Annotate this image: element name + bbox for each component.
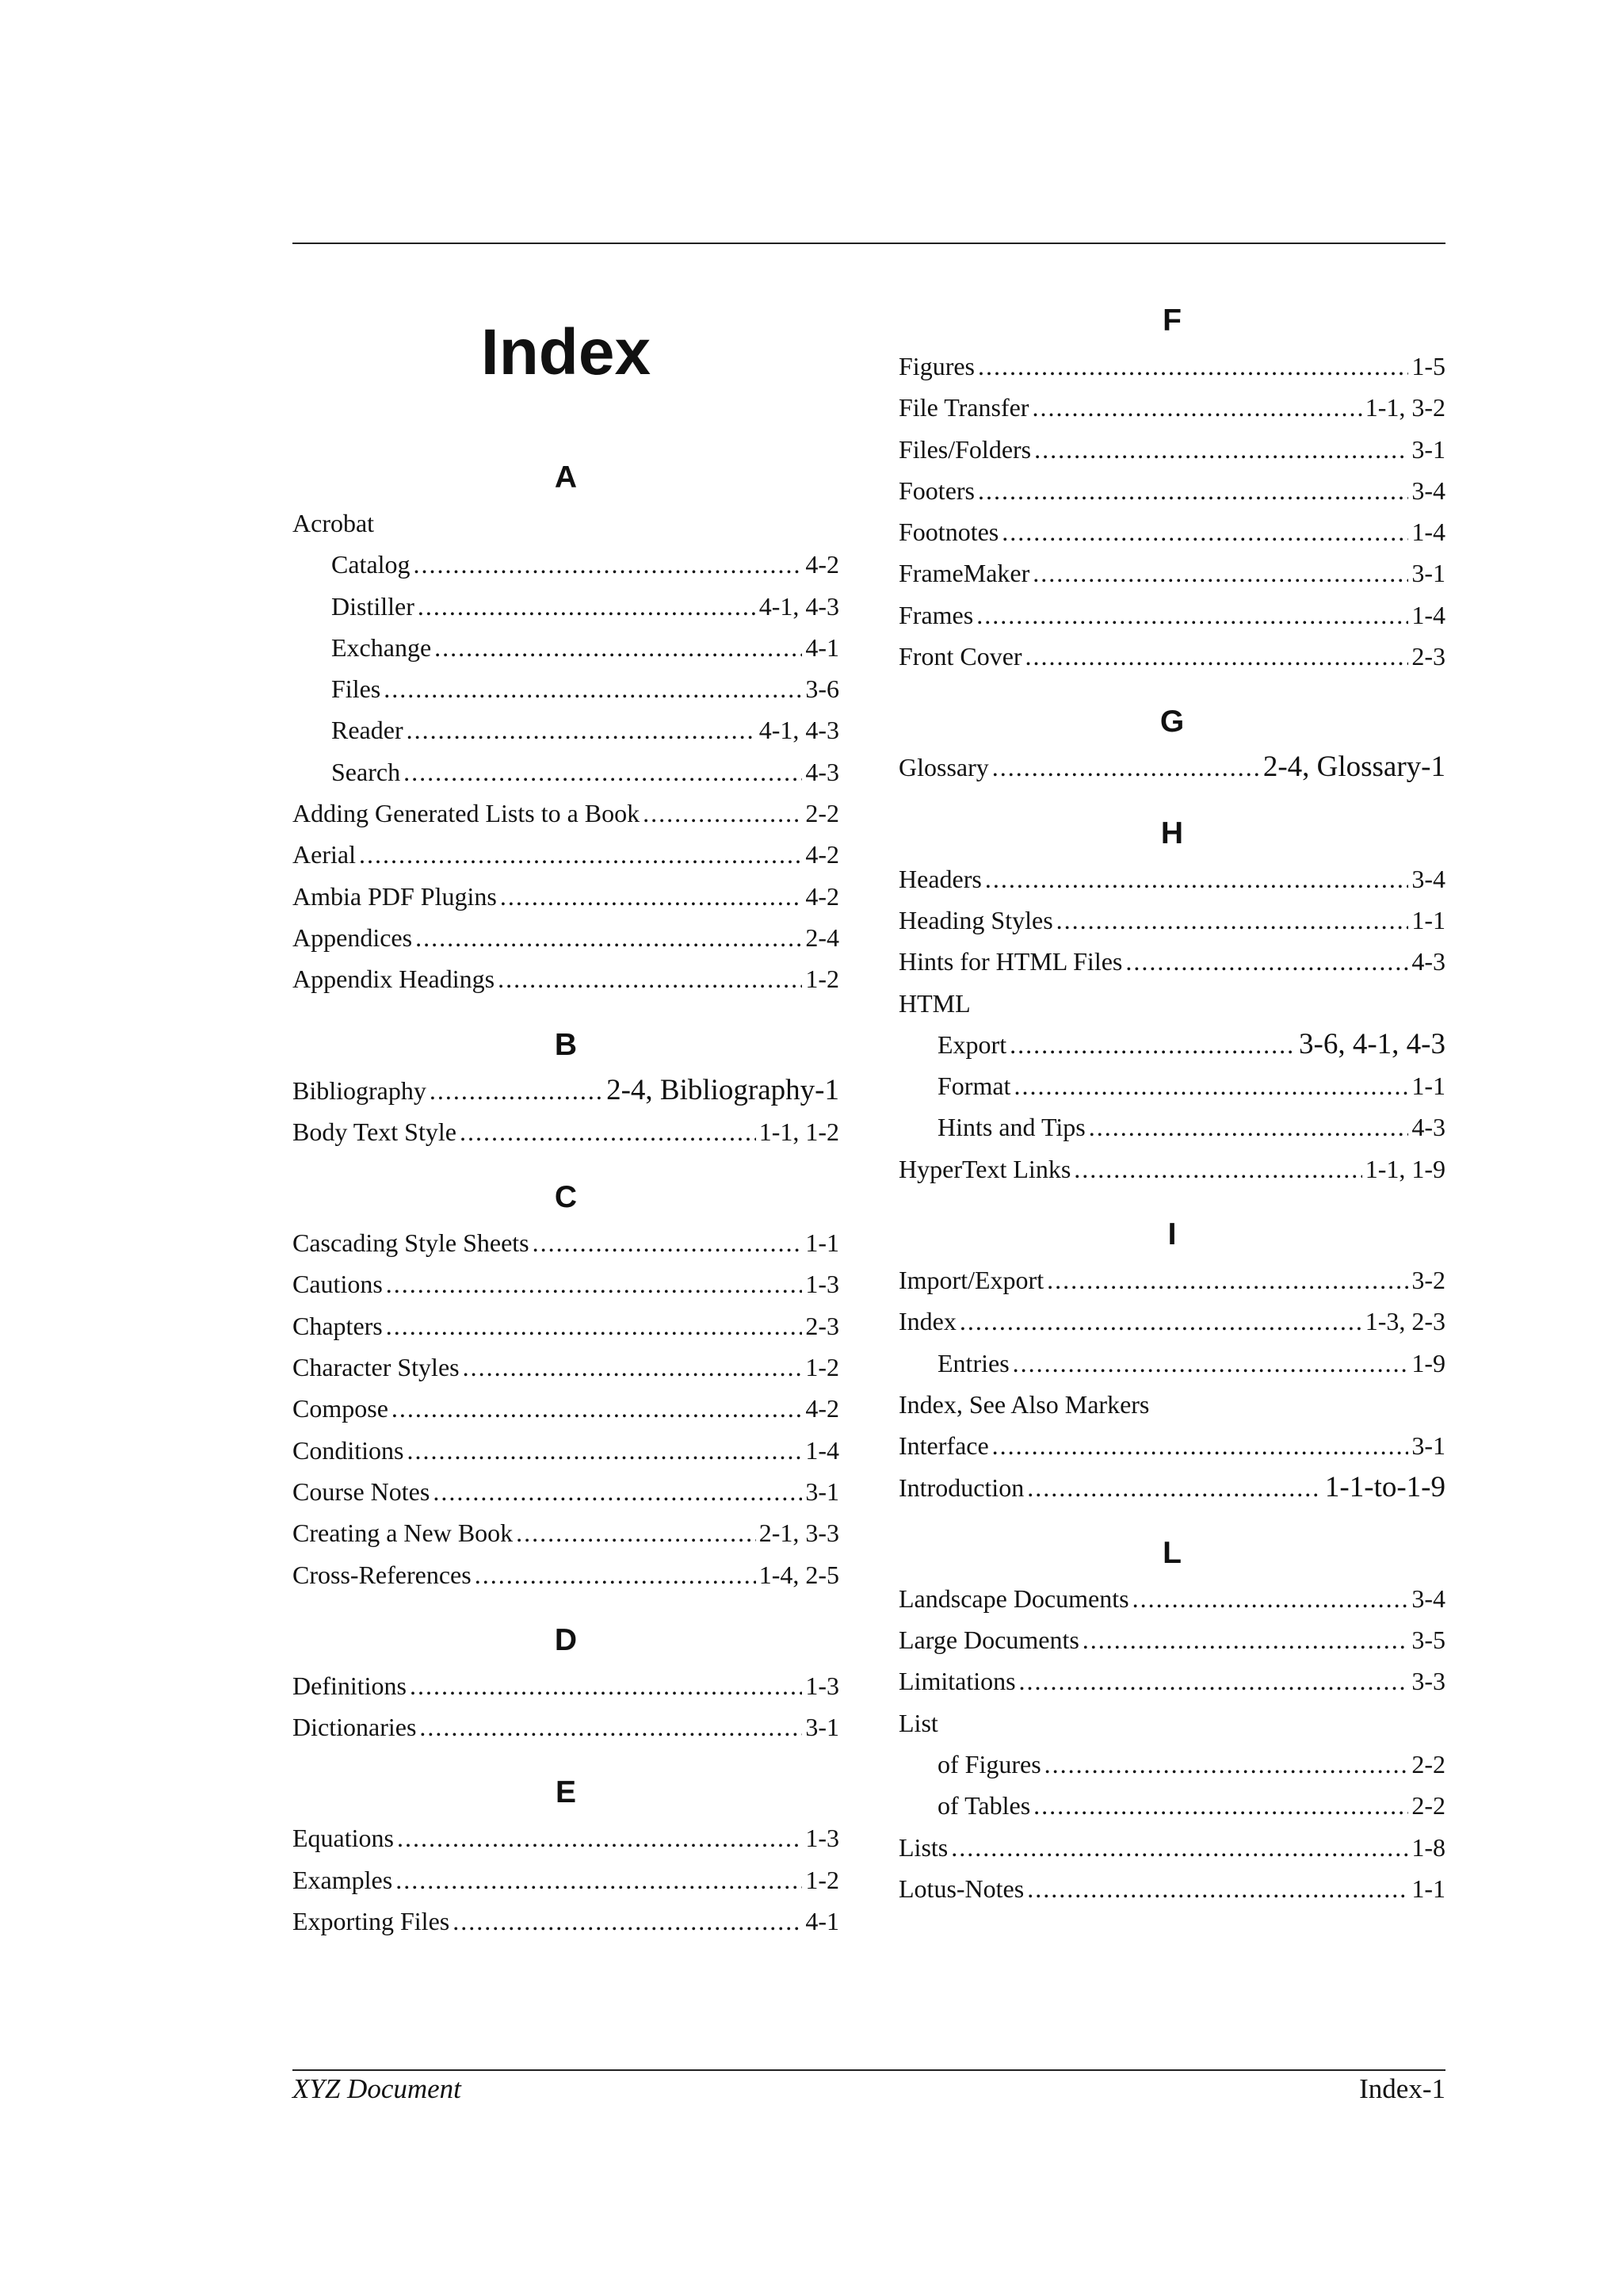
- entry-pages: 2-4, Glossary-1: [1262, 751, 1445, 784]
- index-entry: [292, 1430, 839, 1471]
- index-entry: [292, 1070, 839, 1111]
- entry-term: Dictionaries: [292, 1713, 417, 1742]
- index-entry: [292, 1471, 839, 1512]
- entry-term: Large Documents: [899, 1626, 1079, 1655]
- entry-pages: 1-1, 1-9: [1365, 1154, 1445, 1183]
- dot-leader: [397, 1817, 802, 1859]
- index-section-i: [899, 1215, 1445, 1508]
- section-letter: G: [1159, 705, 1185, 739]
- index-subentry: [899, 1024, 1445, 1065]
- index-entry: [899, 1868, 1445, 1909]
- index-entry: [899, 594, 1445, 636]
- entry-pages: 3-1: [1411, 559, 1445, 588]
- entry-pages: 4-1: [805, 1907, 839, 1936]
- entry-pages: 3-4: [1411, 864, 1445, 893]
- index-subentry: [292, 627, 839, 668]
- index-entry: [899, 346, 1445, 387]
- index-section-d: [292, 1621, 839, 1748]
- entry-term: Character Styles: [292, 1353, 460, 1382]
- entry-pages: 4-1, 4-3: [758, 716, 839, 745]
- entry-term: Interface: [899, 1431, 989, 1461]
- entry-term: Acrobat: [292, 509, 375, 537]
- entry-pages: 2-2: [1411, 1791, 1445, 1820]
- dot-leader: [453, 1901, 802, 1942]
- entry-term: File Transfer: [899, 393, 1029, 422]
- index-section-b: [292, 1026, 839, 1153]
- index-entry: [899, 1619, 1445, 1660]
- index-subentry: [899, 1343, 1445, 1384]
- index-section-l: [899, 1534, 1445, 1909]
- index-entry: [292, 834, 839, 875]
- dot-leader: [533, 1222, 803, 1263]
- index-column-right: [899, 301, 1445, 1909]
- entry-pages: 1-3: [805, 1671, 839, 1700]
- dot-leader: [359, 834, 802, 875]
- entry-term: of Tables: [938, 1791, 1031, 1820]
- dot-leader: [1025, 636, 1409, 677]
- dot-leader: [1032, 387, 1361, 428]
- index-subentry: [292, 544, 839, 585]
- entry-pages: 4-3: [1411, 1113, 1445, 1142]
- index-entry: [899, 941, 1445, 982]
- entry-term: Search: [331, 757, 401, 786]
- header-rule: [292, 243, 1445, 244]
- entry-term: Catalog: [331, 550, 411, 579]
- index-entry: [292, 876, 839, 917]
- dot-leader: [419, 1706, 802, 1748]
- index-entry: [292, 1706, 839, 1748]
- entry-pages: 3-2: [1411, 1266, 1445, 1295]
- entry-pages: 1-9: [1411, 1348, 1445, 1377]
- entry-pages: 1-1: [1411, 905, 1445, 934]
- dot-leader: [1047, 1259, 1408, 1301]
- entry-pages: 3-1: [805, 1477, 839, 1506]
- entry-term: FrameMaker: [899, 559, 1030, 588]
- entry-pages: 1-5: [1411, 352, 1445, 380]
- entry-term: Limitations: [899, 1667, 1016, 1696]
- index-entry: [899, 1578, 1445, 1619]
- entry-term: Front Cover: [899, 642, 1022, 671]
- dot-leader: [414, 544, 803, 585]
- index-entry: [899, 1301, 1445, 1342]
- index-entry: [899, 1467, 1445, 1508]
- entry-pages: 2-2: [805, 799, 839, 828]
- entry-pages: 1-4, 2-5: [758, 1560, 839, 1589]
- index-entry: [292, 1859, 839, 1901]
- section-letter: H: [1160, 816, 1184, 850]
- entry-pages: 1-1-to-1-9: [1324, 1470, 1445, 1503]
- section-letter: F: [1163, 304, 1182, 338]
- dot-leader: [433, 1471, 802, 1512]
- index-entry: [292, 1222, 839, 1263]
- entry-pages: 1-3, 2-3: [1365, 1307, 1445, 1336]
- entry-term: Compose: [292, 1394, 388, 1423]
- entry-term: Landscape Documents: [899, 1584, 1129, 1613]
- entry-term: Appendices: [292, 923, 413, 952]
- entry-pages: 1-2: [805, 965, 839, 994]
- index-entry: [292, 1512, 839, 1553]
- index-entry: [899, 470, 1445, 511]
- section-letter: D: [554, 1622, 578, 1657]
- entry-pages: 2-1, 3-3: [758, 1519, 839, 1548]
- index-entry: [899, 1425, 1445, 1466]
- entry-pages: 3-4: [1411, 1584, 1445, 1613]
- index-entry: [292, 917, 839, 958]
- entry-pages: 4-3: [805, 757, 839, 786]
- dot-leader: [1083, 1619, 1409, 1660]
- index-entry: [899, 1259, 1445, 1301]
- entry-pages: 3-5: [1411, 1626, 1445, 1655]
- entry-pages: 3-1: [1411, 434, 1445, 464]
- dot-leader: [976, 594, 1408, 636]
- dot-leader: [992, 747, 1260, 788]
- entry-term: Appendix Headings: [292, 965, 495, 994]
- dot-leader: [386, 1305, 803, 1347]
- index-entry: [292, 1111, 839, 1152]
- entry-pages: 4-2: [805, 1394, 839, 1423]
- index-column-left: [292, 301, 839, 1942]
- dot-leader: [978, 470, 1408, 511]
- entry-pages: 4-3: [1411, 947, 1445, 976]
- dot-leader: [1044, 1744, 1409, 1785]
- entry-pages: 3-3: [1411, 1667, 1445, 1696]
- entry-term: Chapters: [292, 1311, 383, 1340]
- entry-term: Cross-References: [292, 1560, 472, 1589]
- entry-pages: 3-6: [805, 674, 839, 704]
- entry-pages: 2-4, Bibliography-1: [606, 1073, 839, 1106]
- entry-pages: 4-2: [805, 550, 839, 579]
- index-subentry: [899, 1785, 1445, 1826]
- entry-term: Files: [331, 674, 381, 704]
- dot-leader: [391, 1388, 802, 1429]
- entry-term: Lotus-Notes: [899, 1874, 1025, 1903]
- index-entry: [292, 958, 839, 999]
- entry-term: Figures: [899, 352, 975, 380]
- index-entry: [292, 793, 839, 834]
- entry-pages: 2-4: [805, 923, 839, 952]
- entry-term: Cautions: [292, 1270, 383, 1299]
- dot-leader: [407, 709, 756, 751]
- index-entry: [292, 1263, 839, 1305]
- index-entry: [899, 1660, 1445, 1702]
- entry-term: Lists: [899, 1832, 949, 1862]
- dot-leader: [434, 627, 802, 668]
- entry-pages: 1-4: [1411, 518, 1445, 547]
- dot-leader: [985, 858, 1409, 900]
- index-section-a: [292, 458, 839, 1000]
- entry-pages: 2-3: [1411, 642, 1445, 671]
- entry-pages: 4-1, 4-3: [758, 591, 839, 621]
- dot-leader: [516, 1512, 756, 1553]
- index-entry: [292, 1347, 839, 1388]
- index-entry: [899, 636, 1445, 677]
- entry-pages: 1-4: [805, 1435, 839, 1465]
- index-entry: [292, 1388, 839, 1429]
- entry-pages: 1-1, 3-2: [1365, 393, 1445, 422]
- dot-leader: [1010, 1024, 1296, 1065]
- dot-leader: [1132, 1578, 1409, 1619]
- entry-pages: 3-6, 4-1, 4-3: [1299, 1027, 1445, 1060]
- dot-leader: [960, 1301, 1362, 1342]
- entry-term: Adding Generated Lists to a Book: [292, 799, 640, 828]
- index-entry: [292, 1305, 839, 1347]
- dot-leader: [1027, 1868, 1408, 1909]
- dot-leader: [418, 586, 756, 627]
- footer-rule: [292, 2069, 1445, 2071]
- dot-leader: [1056, 900, 1409, 941]
- section-letter: C: [554, 1180, 578, 1215]
- dot-leader: [498, 958, 802, 999]
- dot-leader: [1002, 511, 1408, 552]
- dot-leader: [395, 1859, 802, 1901]
- entry-pages: 4-2: [805, 840, 839, 869]
- entry-term: Hints for HTML Files: [899, 947, 1123, 976]
- entry-term: Exchange: [331, 632, 432, 662]
- dot-leader: [992, 1425, 1409, 1466]
- index-entry: [292, 502, 839, 544]
- dot-leader: [1027, 1467, 1322, 1508]
- dot-leader: [1034, 429, 1408, 470]
- dot-leader: [1125, 941, 1408, 982]
- index-entry: [899, 429, 1445, 470]
- entry-pages: 4-1: [805, 632, 839, 662]
- entry-term: Format: [938, 1072, 1011, 1101]
- entry-term: Introduction: [899, 1473, 1025, 1502]
- entry-pages: 1-3: [805, 1270, 839, 1299]
- entry-term: Frames: [899, 600, 974, 629]
- entry-term: of Figures: [938, 1750, 1041, 1779]
- entry-term: Heading Styles: [899, 905, 1053, 934]
- entry-pages: 3-1: [1411, 1431, 1445, 1461]
- section-letter: E: [555, 1775, 576, 1810]
- index-section-e: [292, 1773, 839, 1942]
- index-entry: [899, 387, 1445, 428]
- dot-leader: [407, 1430, 802, 1471]
- entry-term: Hints and Tips: [938, 1113, 1086, 1142]
- entry-pages: 1-1: [1411, 1072, 1445, 1101]
- entry-term: Aerial: [292, 840, 356, 869]
- dot-leader: [951, 1827, 1408, 1868]
- index-subentry: [899, 1065, 1445, 1106]
- dot-leader: [1089, 1106, 1409, 1148]
- dot-leader: [410, 1665, 802, 1706]
- index-subentry: [292, 751, 839, 793]
- index-subentry: [292, 709, 839, 751]
- footer-page-number: Index-1: [1359, 2073, 1445, 2104]
- entry-term: Entries: [938, 1348, 1010, 1377]
- index-subentry: [899, 1106, 1445, 1148]
- index-entry: [292, 1817, 839, 1859]
- index-section-c: [292, 1178, 839, 1595]
- entry-term: Index, See Also Markers: [899, 1389, 1150, 1419]
- index-entry: [899, 1702, 1445, 1744]
- entry-term: Examples: [292, 1865, 393, 1894]
- entry-term: Distiller: [331, 591, 414, 621]
- dot-leader: [978, 346, 1408, 387]
- page-title: Index: [480, 316, 651, 388]
- index-entry: [899, 1827, 1445, 1868]
- dot-leader: [403, 751, 802, 793]
- entry-term: Ambia PDF Plugins: [292, 881, 497, 911]
- entry-pages: 3-4: [1411, 476, 1445, 505]
- dot-leader: [415, 917, 802, 958]
- section-letter: L: [1163, 1535, 1182, 1570]
- entry-term: Footnotes: [899, 518, 999, 547]
- dot-leader: [1013, 1343, 1409, 1384]
- index-section-g: [899, 702, 1445, 788]
- entry-pages: 1-2: [805, 1353, 839, 1382]
- entry-pages: 1-2: [805, 1865, 839, 1894]
- index-entry: [899, 511, 1445, 552]
- dot-leader: [430, 1070, 603, 1111]
- entry-term: Export: [938, 1030, 1007, 1059]
- entry-pages: 1-4: [1411, 600, 1445, 629]
- dot-leader: [1014, 1065, 1408, 1106]
- index-entry: [899, 858, 1445, 900]
- index-entry: [292, 1665, 839, 1706]
- dot-leader: [386, 1263, 803, 1305]
- entry-pages: 1-1: [1411, 1874, 1445, 1903]
- entry-term: Bibliography: [292, 1075, 426, 1105]
- dot-leader: [475, 1554, 756, 1595]
- index-section-f: [899, 301, 1445, 677]
- entry-term: Conditions: [292, 1435, 404, 1465]
- index-section-h: [899, 814, 1445, 1190]
- index-entry: [899, 1148, 1445, 1190]
- entry-term: Footers: [899, 476, 975, 505]
- entry-term: Glossary: [899, 753, 989, 782]
- index-entry: [899, 983, 1445, 1024]
- dot-leader: [1019, 1660, 1409, 1702]
- dot-leader: [460, 1111, 756, 1152]
- entry-term: Import/Export: [899, 1266, 1044, 1295]
- dot-leader: [1033, 1785, 1408, 1826]
- index-entry: [899, 900, 1445, 941]
- dot-leader: [500, 876, 803, 917]
- entry-pages: 4-2: [805, 881, 839, 911]
- section-letter: B: [554, 1027, 578, 1062]
- entry-term: HTML: [899, 988, 971, 1018]
- index-entry: [899, 552, 1445, 594]
- entry-term: Headers: [899, 864, 982, 893]
- entry-term: Creating a New Book: [292, 1519, 514, 1548]
- entry-pages: 1-1: [805, 1228, 839, 1258]
- dot-leader: [643, 793, 802, 834]
- index-subentry: [292, 586, 839, 627]
- entry-term: Cascading Style Sheets: [292, 1228, 529, 1258]
- entry-term: Files/Folders: [899, 434, 1032, 464]
- entry-term: Exporting Files: [292, 1907, 450, 1936]
- entry-term: Reader: [331, 716, 403, 745]
- dot-leader: [1033, 552, 1408, 594]
- index-entry: [292, 1901, 839, 1942]
- entry-term: Index: [899, 1307, 957, 1336]
- index-subentry: [899, 1744, 1445, 1785]
- index-subentry: [292, 668, 839, 709]
- entry-term: Equations: [292, 1824, 394, 1853]
- dot-leader: [1074, 1148, 1361, 1190]
- entry-term: HyperText Links: [899, 1154, 1071, 1183]
- index-entry: [899, 1384, 1445, 1425]
- entry-term: Definitions: [292, 1671, 407, 1700]
- entry-pages: 1-1, 1-2: [758, 1117, 839, 1146]
- index-entry: [899, 747, 1445, 788]
- footer-document-title: XYZ Document: [292, 2073, 461, 2104]
- entry-pages: 1-3: [805, 1824, 839, 1853]
- dot-leader: [384, 668, 802, 709]
- index-entry: [292, 1554, 839, 1595]
- section-letter: I: [1167, 1217, 1177, 1252]
- entry-term: List: [899, 1708, 938, 1737]
- entry-pages: 1-8: [1411, 1832, 1445, 1862]
- section-letter: A: [554, 460, 578, 495]
- entry-pages: 2-3: [805, 1311, 839, 1340]
- entry-term: Course Notes: [292, 1477, 430, 1506]
- entry-pages: 2-2: [1411, 1750, 1445, 1779]
- entry-term: Body Text Style: [292, 1117, 456, 1146]
- entry-pages: 3-1: [805, 1713, 839, 1742]
- dot-leader: [463, 1347, 803, 1388]
